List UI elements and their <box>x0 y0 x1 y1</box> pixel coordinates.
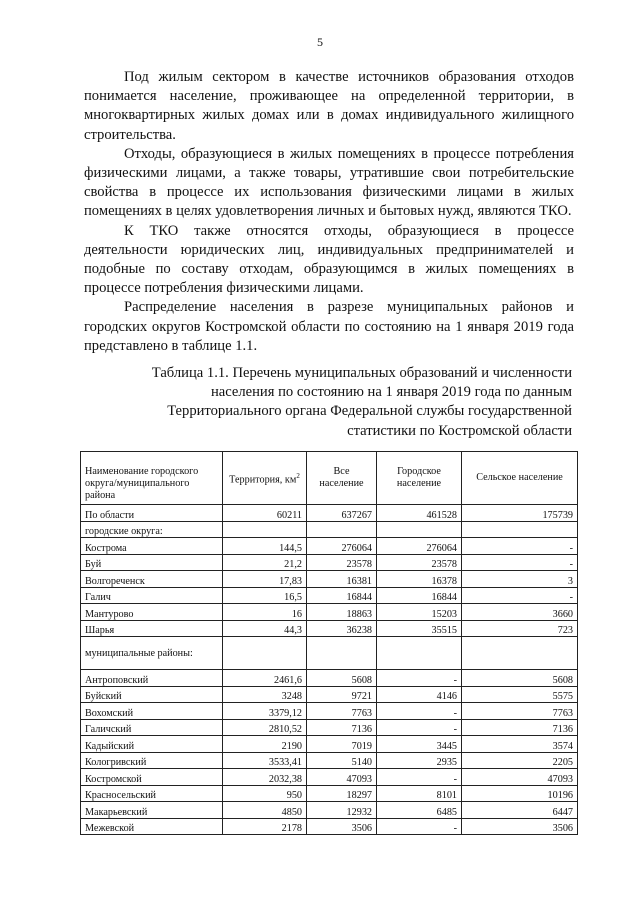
header-territory <box>223 452 307 505</box>
cell-urban: 4146 <box>377 686 462 703</box>
cell-territory: 16,5 <box>223 587 307 604</box>
cell-total: 47093 <box>307 769 377 786</box>
table-row <box>81 554 578 571</box>
cell-urban: 35515 <box>377 620 462 637</box>
cell-rural: 7136 <box>462 719 578 736</box>
cell-total: 36238 <box>307 620 377 637</box>
cell-territory: 3248 <box>223 686 307 703</box>
table-row <box>81 521 578 538</box>
paragraph-1: Под жилым сектором в качестве источников образования отходов понимается население, проживающее на определенной территории, в многоквартирных жилых домах или в домах индивидуального жилищного строительства. <box>84 69 574 143</box>
cell-rural: 6447 <box>462 802 578 819</box>
cell-urban: - <box>377 670 462 687</box>
table-header-row <box>81 452 578 505</box>
cell-territory: 2190 <box>223 736 307 753</box>
cell-territory: 21,2 <box>223 554 307 571</box>
cell-urban: 8101 <box>377 785 462 802</box>
table-row <box>81 604 578 621</box>
cell-rural: 2205 <box>462 752 578 769</box>
cell-territory <box>223 637 307 670</box>
cell-territory: 3379,12 <box>223 703 307 720</box>
cell-name: муниципальные районы: <box>81 637 223 670</box>
header-territory-label: Территория, км <box>229 474 297 486</box>
paragraph-3: К ТКО также относятся отходы, образующиеся в процессе деятельности юридических лиц, индивидуальных предпринимателей и подобные по составу отходам, образующимся в жилых помещениях в процессе потребления физическими лицами. <box>84 222 574 297</box>
cell-territory: 4850 <box>223 802 307 819</box>
cell-name: Галич <box>81 587 223 604</box>
cell-name: Кологривский <box>81 752 223 769</box>
cell-rural: 10196 <box>462 785 578 802</box>
cell-urban: - <box>377 818 462 835</box>
cell-name: Красносельский <box>81 785 223 802</box>
cell-name: Макарьевский <box>81 802 223 819</box>
cell-rural: 723 <box>462 620 578 637</box>
population-table <box>80 451 578 835</box>
table-row <box>81 818 578 835</box>
table-row <box>81 670 578 687</box>
cell-urban: 276064 <box>377 538 462 555</box>
header-total: Все население <box>307 452 377 505</box>
cell-rural: 5608 <box>462 670 578 687</box>
table-row <box>81 719 578 736</box>
cell-total: 12932 <box>307 802 377 819</box>
cell-total: 3506 <box>307 818 377 835</box>
cell-rural: 3660 <box>462 604 578 621</box>
cell-total: 16844 <box>307 587 377 604</box>
cell-name: Межевской <box>81 818 223 835</box>
cell-territory: 950 <box>223 785 307 802</box>
cell-total <box>307 637 377 670</box>
cell-name: Волгореченск <box>81 571 223 588</box>
cell-name: Кадыйский <box>81 736 223 753</box>
cell-total: 7763 <box>307 703 377 720</box>
cell-territory: 144,5 <box>223 538 307 555</box>
cell-territory: 3533,41 <box>223 752 307 769</box>
cell-rural: 47093 <box>462 769 578 786</box>
table-row <box>81 736 578 753</box>
table-row <box>81 571 578 588</box>
table-row <box>81 538 578 555</box>
cell-name: Кострома <box>81 538 223 555</box>
caption-line-3: Территориального органа Федеральной службы государственной <box>167 403 572 420</box>
cell-name: Галичский <box>81 719 223 736</box>
table-row <box>81 686 578 703</box>
cell-territory: 2178 <box>223 818 307 835</box>
cell-urban: 2935 <box>377 752 462 769</box>
cell-rural: 3506 <box>462 818 578 835</box>
cell-total: 5140 <box>307 752 377 769</box>
cell-total: 18863 <box>307 604 377 621</box>
cell-name: Шарья <box>81 620 223 637</box>
cell-territory: 44,3 <box>223 620 307 637</box>
cell-name: городские округа: <box>81 521 223 538</box>
cell-name: Вохомский <box>81 703 223 720</box>
table-body <box>81 505 578 835</box>
cell-total: 276064 <box>307 538 377 555</box>
cell-urban <box>377 521 462 538</box>
cell-urban: - <box>377 719 462 736</box>
cell-urban: 6485 <box>377 802 462 819</box>
table-row <box>81 802 578 819</box>
header-rural: Сельское население <box>462 452 578 505</box>
cell-total: 637267 <box>307 505 377 522</box>
cell-name: Буйский <box>81 686 223 703</box>
cell-urban: 16378 <box>377 571 462 588</box>
cell-rural: 175739 <box>462 505 578 522</box>
cell-urban: 15203 <box>377 604 462 621</box>
cell-territory: 16 <box>223 604 307 621</box>
cell-rural: - <box>462 538 578 555</box>
caption-line-2: населения по состоянию на 1 января 2019 года по данным <box>210 384 572 401</box>
paragraph-4: Распределение населения в разрезе муниципальных районов и городских округов Костромской области по состоянию на 1 января 2019 года представлено в таблице 1.1. <box>84 299 574 354</box>
table-row <box>81 785 578 802</box>
cell-total: 18297 <box>307 785 377 802</box>
table-row <box>81 752 578 769</box>
table-row <box>81 620 578 637</box>
cell-territory: 17,83 <box>223 571 307 588</box>
cell-urban <box>377 637 462 670</box>
cell-total: 7136 <box>307 719 377 736</box>
cell-rural <box>462 637 578 670</box>
cell-urban: 23578 <box>377 554 462 571</box>
cell-rural <box>462 521 578 538</box>
cell-rural: 3574 <box>462 736 578 753</box>
cell-rural: - <box>462 587 578 604</box>
cell-total: 7019 <box>307 736 377 753</box>
cell-urban: 3445 <box>377 736 462 753</box>
cell-total: 23578 <box>307 554 377 571</box>
page-number: 5 <box>317 35 323 49</box>
cell-total <box>307 521 377 538</box>
cell-total: 16381 <box>307 571 377 588</box>
cell-urban: - <box>377 703 462 720</box>
table-row <box>81 505 578 522</box>
caption-line-4: статистики по Костромской области <box>347 422 572 439</box>
cell-rural: 7763 <box>462 703 578 720</box>
cell-territory: 2810,52 <box>223 719 307 736</box>
cell-name: Мантурово <box>81 604 223 621</box>
header-urban: Городское население <box>377 452 462 505</box>
cell-territory <box>223 521 307 538</box>
cell-name: По области <box>81 505 223 522</box>
cell-rural: - <box>462 554 578 571</box>
cell-urban: 16844 <box>377 587 462 604</box>
header-name: Наименование городского округа/муниципального района <box>81 452 223 505</box>
cell-urban: 461528 <box>377 505 462 522</box>
table-row <box>81 637 578 670</box>
cell-territory: 2461,6 <box>223 670 307 687</box>
cell-rural: 5575 <box>462 686 578 703</box>
header-territory-sup: 2 <box>296 471 300 480</box>
cell-total: 5608 <box>307 670 377 687</box>
table-row <box>81 587 578 604</box>
cell-territory: 2032,38 <box>223 769 307 786</box>
table-row <box>81 769 578 786</box>
cell-name: Антроповский <box>81 670 223 687</box>
body-text <box>84 68 574 356</box>
paragraph-2: Отходы, образующиеся в жилых помещениях в процессе потребления физическими лицами, а также товары, утратившие свои потребительские свойства в процессе их использования физическими лицами в жилых помещениях в целях удовлетворения личных и бытовых нужд, являются ТКО. <box>84 145 574 220</box>
cell-territory: 60211 <box>223 505 307 522</box>
table-caption <box>130 364 572 441</box>
cell-name: Костромской <box>81 769 223 786</box>
caption-line-1: Таблица 1.1. Перечень муниципальных образований и численности <box>151 365 572 381</box>
cell-total: 9721 <box>307 686 377 703</box>
cell-rural: 3 <box>462 571 578 588</box>
table-row <box>81 703 578 720</box>
cell-urban: - <box>377 769 462 786</box>
cell-name: Буй <box>81 554 223 571</box>
